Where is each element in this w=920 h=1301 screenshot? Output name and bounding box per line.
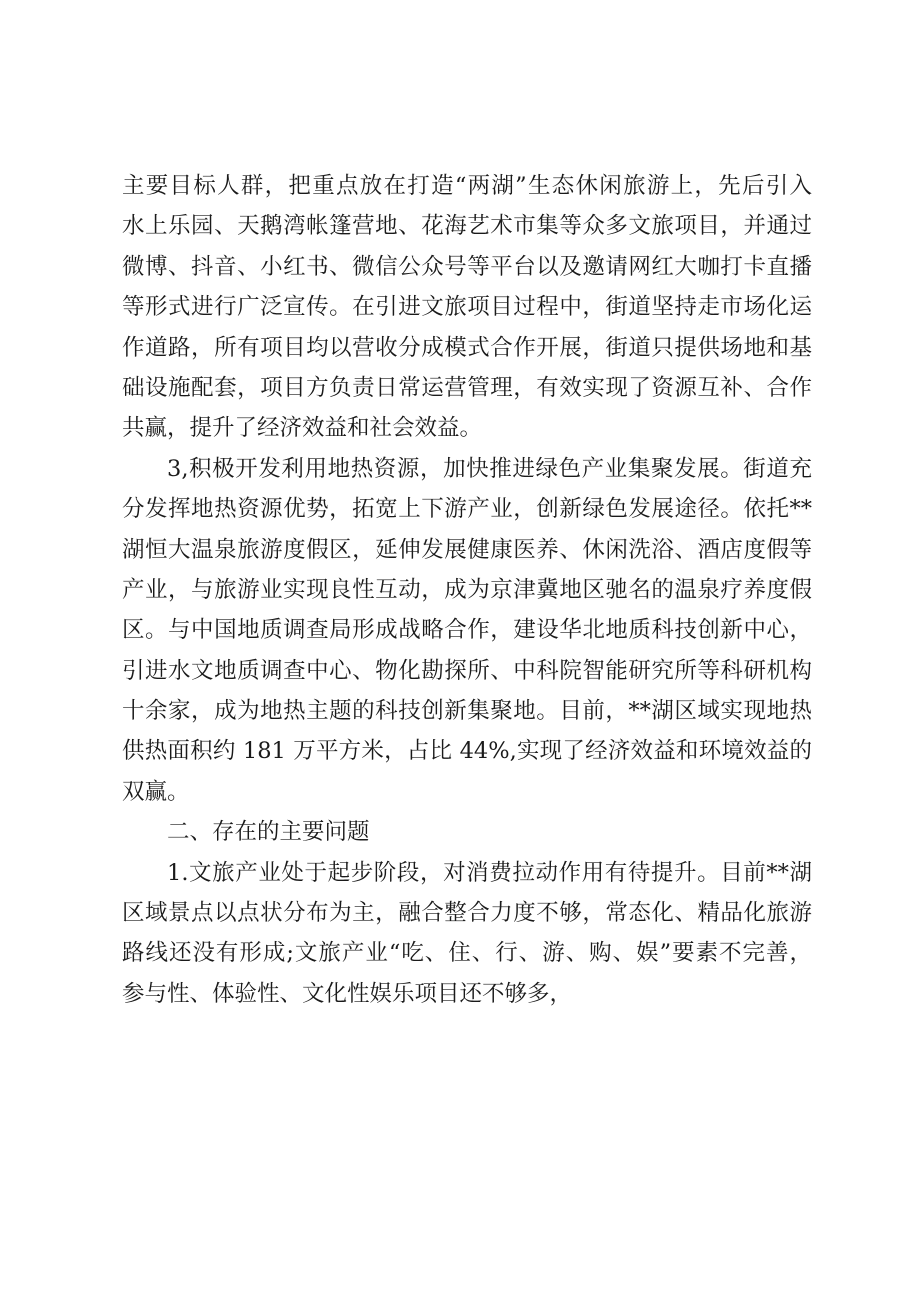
paragraph-geothermal (122, 449, 812, 813)
paragraph-tourism-industry (122, 853, 812, 1015)
text-line: 湖恒大温泉旅游度假区，延伸发展健康医养、休闲洗浴、酒店度假等 (122, 536, 812, 563)
text-line: 分发挥地热资源优势，拓宽上下游产业，创新绿色发展途径。依托** (122, 496, 812, 523)
text-line: 作道路，所有项目均以营收分成模式合作开展，街道只提供场地和基 (122, 334, 812, 361)
text-line: 主要目标人群，把重点放在打造“两湖”生态休闲旅游上，先后引入 (122, 173, 812, 199)
text-line: 础设施配套，项目方负责日常运营管理，有效实现了资源互补、合作 (122, 374, 812, 401)
text-line: 3,积极开发利用地热资源，加快推进绿色产业集聚发展。街道充 (167, 455, 812, 482)
section-heading: 二、存在的主要问题 (167, 819, 370, 846)
text-line: 水上乐园、天鹅湾帐篷营地、花海艺术市集等众多文旅项目，并通过 (122, 213, 812, 240)
text-line: 参与性、体验性、文化性娱乐项目还不够多， (122, 980, 573, 1007)
text-line: 引进水文地质调查中心、物化勘探所、中科院智能研究所等科研机构 (122, 657, 812, 684)
text-line: 共赢，提升了经济效益和社会效益。 (122, 415, 483, 442)
paragraph-tourism-projects (122, 166, 812, 449)
text-line: 区。与中国地质调查局形成战略合作，建设华北地质科技创新中心， (122, 617, 812, 644)
text-line: 双赢。 (122, 778, 190, 805)
text-line: 1.文旅产业处于起步阶段，对消费拉动作用有待提升。目前**湖 (167, 859, 812, 886)
section-heading-main-problems (122, 812, 812, 852)
text-line: 供热面积约 181 万平方米，占比 44%,实现了经济效益和环境效益的 (122, 738, 812, 765)
text-line: 十余家，成为地热主题的科技创新集聚地。目前，**湖区域实现地热 (122, 698, 812, 725)
text-line: 等形式进行广泛宣传。在引进文旅项目过程中，街道坚持走市场化运 (122, 294, 812, 321)
text-line: 微博、抖音、小红书、微信公众号等平台以及邀请网红大咖打卡直播 (122, 253, 812, 280)
text-line: 区域景点以点状分布为主，融合整合力度不够，常态化、精品化旅游 (122, 900, 812, 927)
document-body (122, 166, 812, 1014)
text-line: 路线还没有形成;文旅产业“吃、住、行、游、购、娱”要素不完善， (122, 940, 812, 967)
text-line: 产业，与旅游业实现良性互动，成为京津冀地区驰名的温泉疗养度假 (122, 576, 812, 603)
